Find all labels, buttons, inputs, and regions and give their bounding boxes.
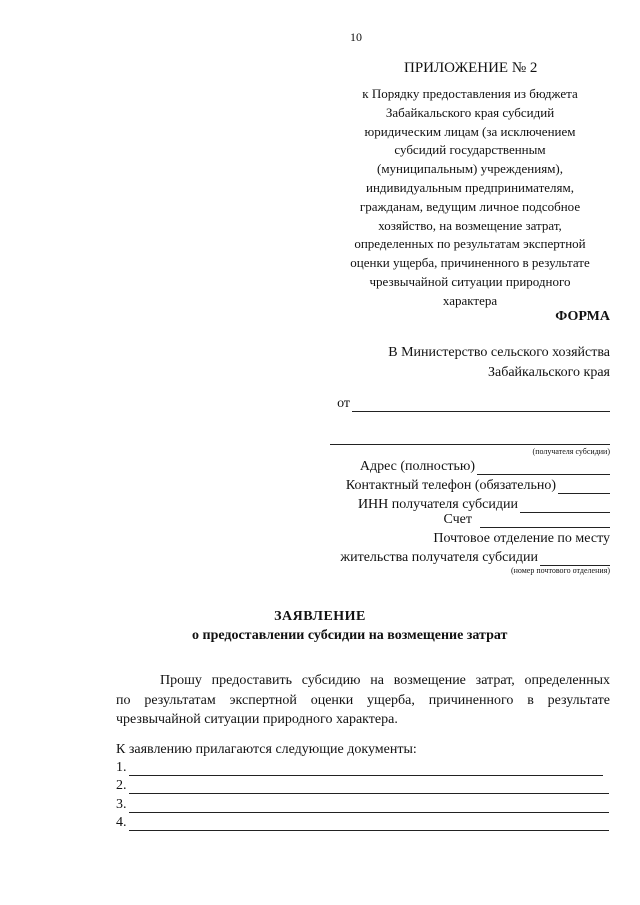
phone-row (346, 478, 610, 494)
inn-row (358, 497, 610, 513)
statement-body-line-1: Прошу предоставить субсидию на возмещение затрат, определенных (160, 673, 610, 688)
appendix-line: индивидуальным предпринимателям, (366, 179, 574, 195)
post-office-row-1 (433, 531, 610, 547)
post-office-label-1: Почтовое отделение по месту (433, 531, 610, 546)
post-office-label-2: жительства получателя субсидии (340, 550, 538, 565)
statement-subtitle: о предоставлении субсидии на возмещение затрат (192, 628, 508, 643)
address-label: Адрес (полностью) (359, 459, 475, 474)
document-item-input-line[interactable] (129, 817, 609, 831)
document-item-2 (116, 778, 609, 794)
appendix-title: ПРИЛОЖЕНИЕ № 2 (404, 60, 538, 76)
ministry-line-1: В Министерство сельского хозяйства (388, 345, 610, 360)
document-item-number: 2. (116, 778, 127, 793)
appendix-line: юридическим лицам (за исключением (364, 123, 576, 139)
recipient-note: (получателя субсидии) (532, 447, 610, 456)
appendix-line: Забайкальского края субсидий (385, 104, 555, 120)
document-item-1 (116, 760, 603, 776)
ministry-addressee (388, 343, 610, 383)
document-item-3 (116, 797, 609, 813)
address-row (360, 459, 610, 475)
statement-body-line-3: чрезвычайной ситуации природного характера. (116, 712, 398, 727)
appendix-line: характера (442, 292, 498, 308)
inn-label: ИНН получателя субсидии (357, 497, 518, 512)
statement-title: ЗАЯВЛЕНИЕ (274, 609, 366, 624)
appendix-line: субсидий государственным (394, 142, 546, 158)
from-label: от (337, 396, 350, 411)
appendix-line: оценки ущерба, причиненного в результате (350, 255, 590, 271)
account-row (443, 512, 610, 528)
statement-body-line-2: по результатам экспертной оценки ущерба, причиненного в результате (116, 692, 610, 708)
account-input-line[interactable] (480, 513, 610, 528)
document-item-number: 4. (116, 815, 127, 830)
phone-label: Контактный телефон (обязательно) (345, 478, 556, 493)
appendix-line: хозяйство, на возмещение затрат, (378, 217, 562, 233)
document-item-input-line[interactable] (129, 799, 609, 813)
ministry-line-2: Забайкальского края (487, 365, 610, 380)
appendix-line: гражданам, ведущим личное подсобное (359, 198, 581, 214)
from-input-line[interactable] (352, 397, 610, 412)
appendix-description (320, 85, 620, 311)
document-item-number: 1. (116, 760, 127, 775)
appendix-line: определенных по результатам экспертной (354, 236, 586, 252)
account-label: Счет (443, 512, 472, 527)
document-item-input-line[interactable] (129, 780, 609, 794)
inn-input-line[interactable] (520, 498, 610, 513)
post-office-note: (номер почтового отделения) (510, 566, 610, 575)
post-office-row-2 (340, 550, 610, 566)
document-item-input-line[interactable] (129, 762, 603, 776)
appendix-line: чрезвычайной ситуации природного (369, 273, 571, 289)
appendix-line: к Порядку предоставления из бюджета (362, 86, 578, 101)
recipient-input-line[interactable] (330, 430, 610, 445)
documents-intro: К заявлению прилагаются следующие документы: (116, 742, 417, 757)
statement-body (116, 671, 610, 730)
post-office-input-line[interactable] (540, 551, 610, 566)
appendix-line: (муниципальным) учреждениям), (376, 161, 563, 177)
document-item-number: 3. (116, 797, 127, 812)
from-field-row (337, 396, 610, 412)
phone-input-line[interactable] (558, 479, 610, 494)
form-label: ФОРМА (555, 309, 610, 324)
document-item-4 (116, 815, 609, 831)
address-input-line[interactable] (477, 460, 610, 475)
page-number: 10 (350, 30, 362, 44)
